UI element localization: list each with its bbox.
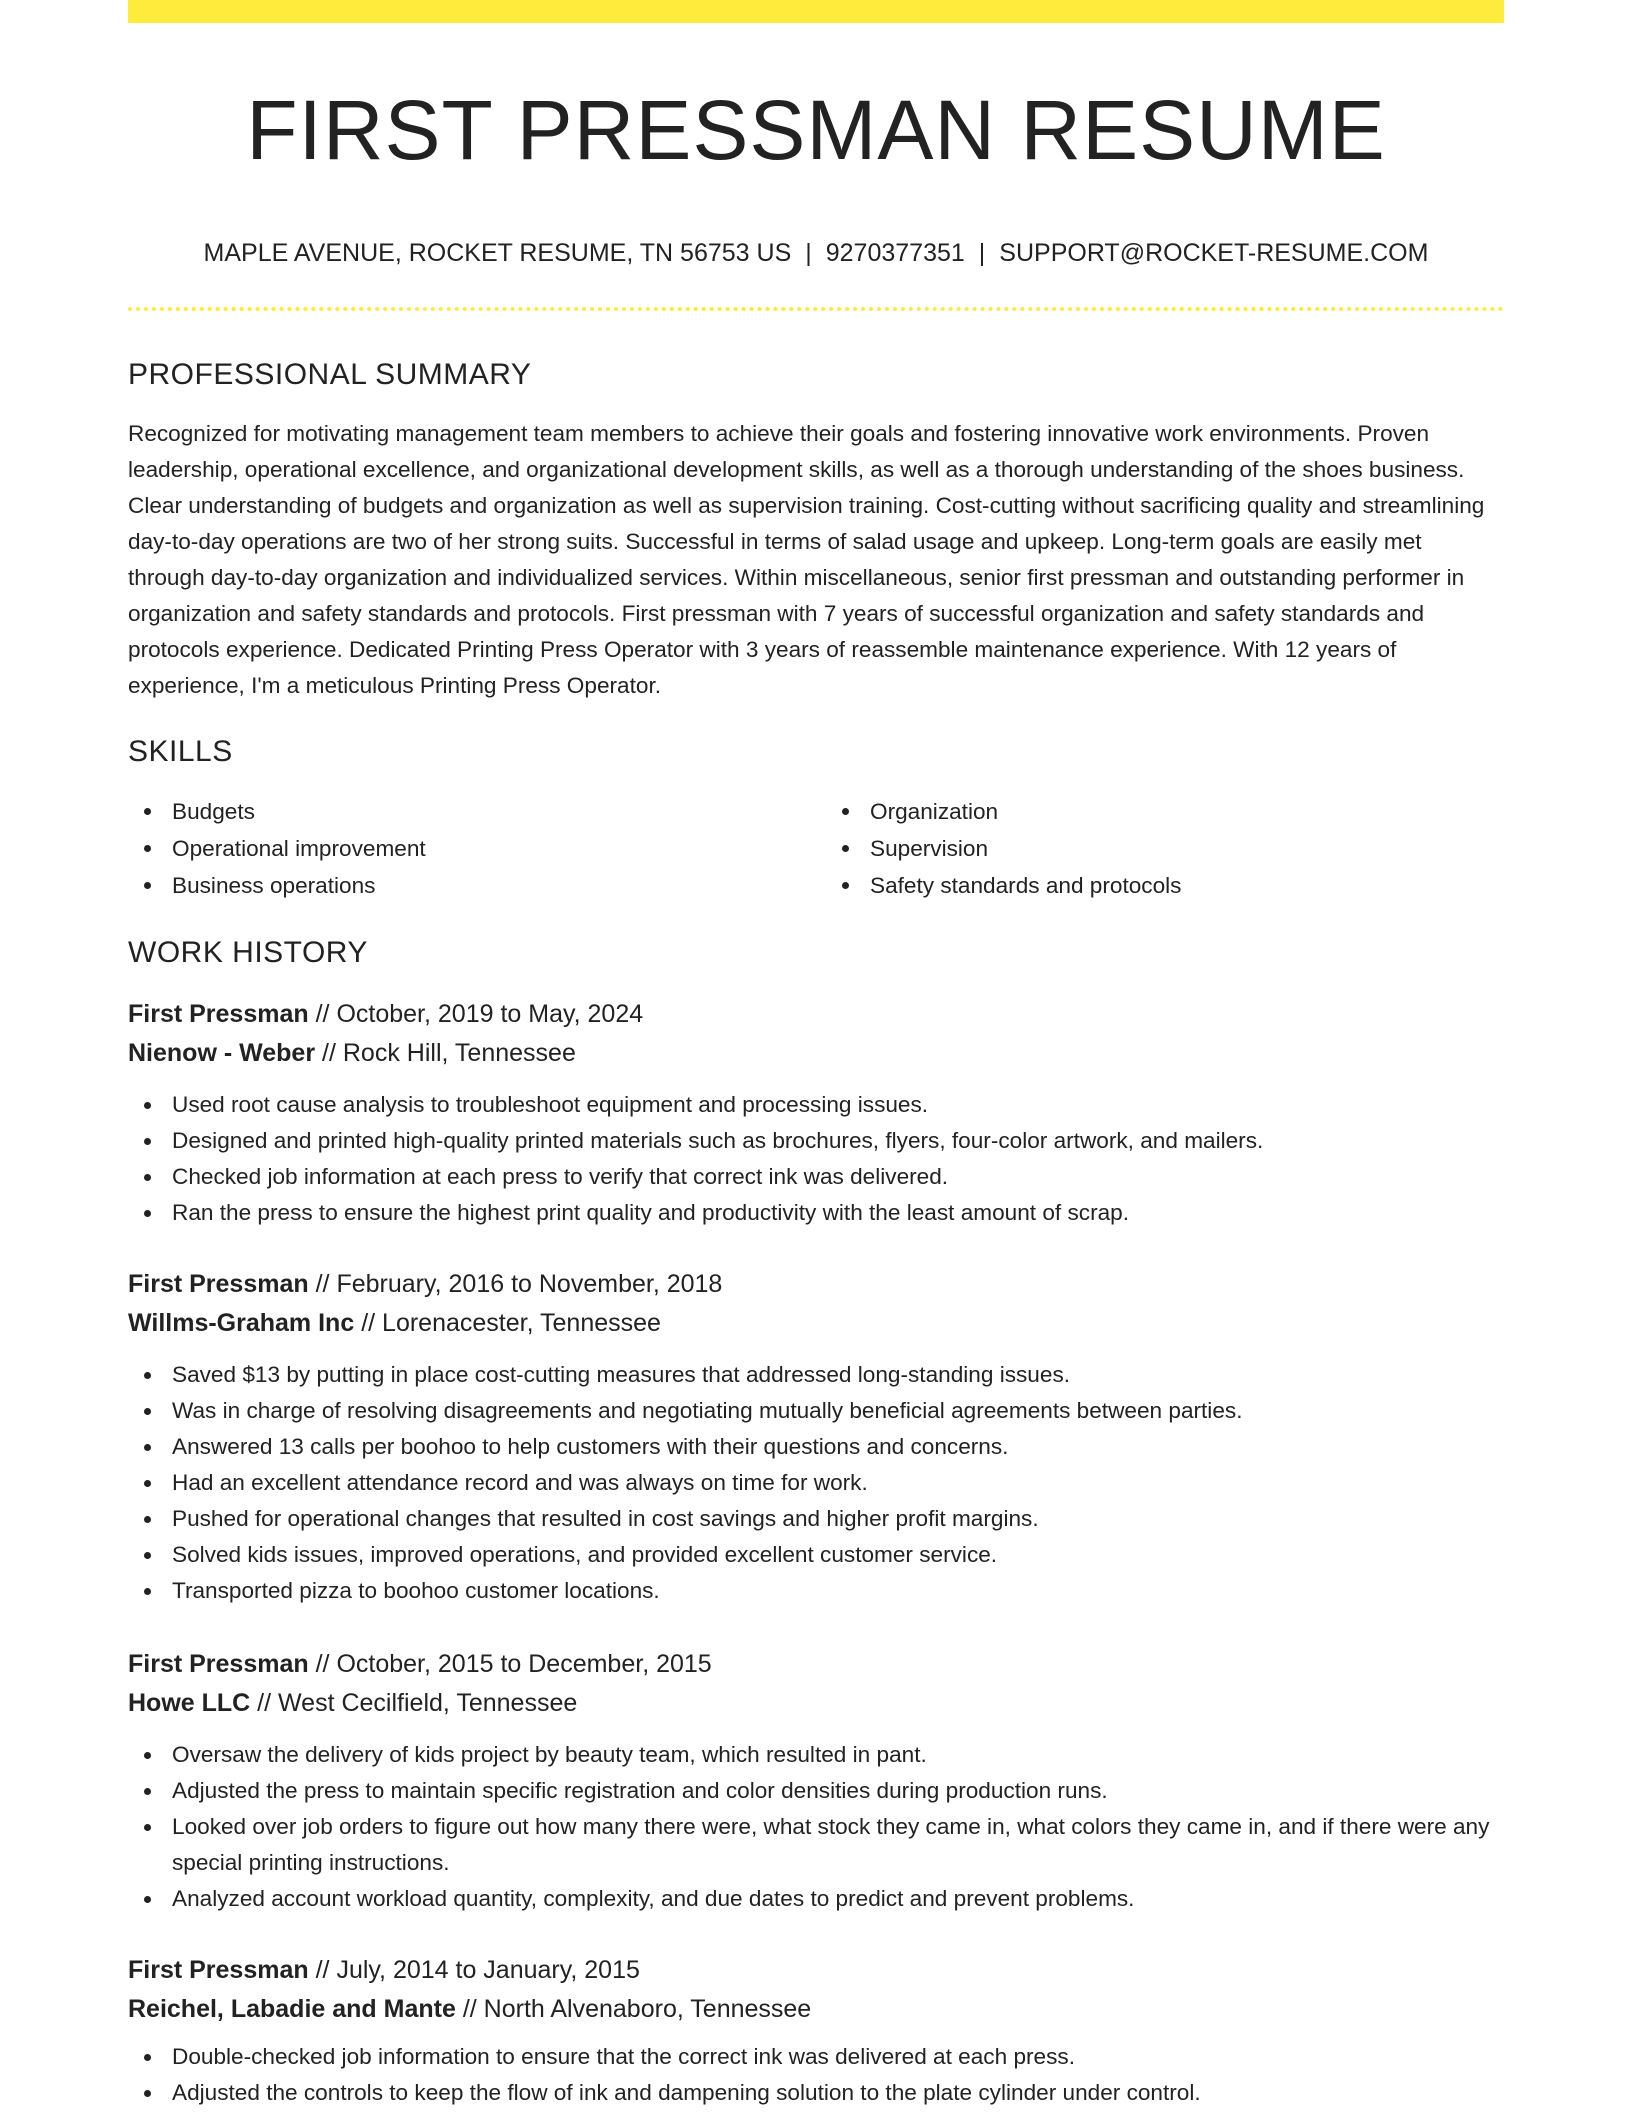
duty-item: Looked over job orders to figure out how many there were, what stock they came in, what colors they came in, and if there were any special printing instructions. [128,1809,1504,1881]
contact-phone: 9270377351 [825,239,965,267]
duty-item: Transported pizza to boohoo customer locations. [128,1573,1504,1609]
contact-separator: | [978,239,986,267]
job-duties-list [128,1737,1504,1917]
skills-list [128,793,1504,904]
skill-item: Supervision [826,830,1504,867]
job-location: North Alvenaboro, Tennessee [483,1995,812,2023]
skills-heading: SKILLS [128,735,233,768]
duty-item: Adjusted the press to maintain specific registration and color densities during production runs. [128,1773,1504,1809]
job-separator: // [315,1270,330,1298]
resume-title: FIRST PRESSMAN RESUME [246,83,1386,177]
work-history-heading: WORK HISTORY [128,936,368,969]
job-separator: // [462,1995,477,2023]
job-company-line [128,1034,1504,1073]
contact-separator: | [805,239,812,267]
duty-item: Solved kids issues, improved operations, and provided excellent customer service. [128,1537,1504,1573]
skill-item: Safety standards and protocols [826,867,1504,904]
duty-item: Pushed for operational changes that resulted in cost savings and higher profit margins. [128,1501,1504,1537]
contact-line [128,236,1504,270]
duty-item: Answered 13 calls per boohoo to help customers with their questions and concerns. [128,1429,1504,1465]
job-separator: // [315,1650,330,1678]
job-location: Rock Hill, Tennessee [342,1039,576,1067]
job-company: Nienow - Weber [128,1039,316,1067]
job-entry [128,1951,1504,2111]
job-entry [128,1645,1504,1917]
job-separator: // [361,1309,376,1337]
job-title-line [128,1265,1504,1304]
contact-address: MAPLE AVENUE, ROCKET RESUME, TN 56753 US [203,239,792,267]
job-entry [128,995,1504,1231]
resume-page [128,0,1504,2112]
skill-item: Budgets [128,793,806,830]
job-duties-list [128,1357,1504,1609]
job-entry [128,1265,1504,1609]
job-location: Lorenacester, Tennessee [382,1309,661,1337]
job-title-line [128,995,1504,1034]
header-divider [128,307,1504,311]
duty-item: Saved $13 by putting in place cost-cutting measures that addressed long-standing issues. [128,1357,1504,1393]
duty-item: Analyzed account workload quantity, complexity, and due dates to predict and prevent problems. [128,1881,1504,1917]
job-company: Howe LLC [128,1689,251,1717]
duty-item: Checked job information at each press to verify that correct ink was delivered. [128,1159,1504,1195]
duty-item: Oversaw the delivery of kids project by beauty team, which resulted in pant. [128,1737,1504,1773]
job-dates: October, 2019 to May, 2024 [336,1000,644,1028]
job-company: Willms-Graham Inc [128,1309,355,1337]
duty-item: Adjusted the controls to keep the flow of ink and dampening solution to the plate cylinder under control. [128,2075,1504,2111]
job-dates: February, 2016 to November, 2018 [336,1270,723,1298]
duty-item: Used root cause analysis to troubleshoot equipment and processing issues. [128,1087,1504,1123]
job-role: First Pressman [128,1956,309,1984]
job-company-line [128,1304,1504,1343]
summary-text: Recognized for motivating management team members to achieve their goals and fostering innovative work environments. Proven leadership, operational excellence, and organizational development skills, as well as a thorough understanding of the shoes business. Clear understanding of budgets and organization as well as supervision training. Cost-cutting without sacrificing quality and streamlining day-to-day operations are two of her strong suits. Successful in terms of salad usage and upkeep. Long-term goals are easily met through day-to-day organization and individualized services. Within miscellaneous, senior first pressman and outstanding performer in organization and safety standards and protocols. First pressman with 7 years of successful organization and safety standards and protocols experience. Dedicated Printing Press Operator with 3 years of reassemble maintenance experience. With 12 years of experience, I'm a meticulous Printing Press Operator. [128,421,1485,698]
duty-item: Was in charge of resolving disagreements and negotiating mutually beneficial agreements between parties. [128,1393,1504,1429]
job-separator: // [315,1956,330,1984]
job-company-line [128,1990,1504,2029]
duty-item: Ran the press to ensure the highest print quality and productivity with the least amount of scrap. [128,1195,1504,1231]
job-role: First Pressman [128,1270,309,1298]
duty-item: Had an excellent attendance record and was always on time for work. [128,1465,1504,1501]
duty-item: Double-checked job information to ensure that the correct ink was delivered at each press. [128,2039,1504,2075]
job-separator: // [257,1689,272,1717]
skill-item: Operational improvement [128,830,806,867]
job-company-line [128,1684,1504,1723]
job-title-line [128,1951,1504,1990]
summary-heading: PROFESSIONAL SUMMARY [128,358,532,391]
duty-item: Designed and printed high-quality printed materials such as brochures, flyers, four-color artwork, and mailers. [128,1123,1504,1159]
job-role: First Pressman [128,1650,309,1678]
contact-email: SUPPORT@ROCKET-RESUME.COM [999,239,1429,267]
job-separator: // [315,1000,330,1028]
job-dates: October, 2015 to December, 2015 [336,1650,712,1678]
accent-top-bar [128,0,1504,23]
job-duties-list [128,1087,1504,1231]
job-dates: July, 2014 to January, 2015 [336,1956,640,1984]
job-role: First Pressman [128,1000,309,1028]
skill-item: Organization [826,793,1504,830]
skill-item: Business operations [128,867,806,904]
job-company: Reichel, Labadie and Mante [128,1995,456,2023]
job-separator: // [322,1039,336,1067]
job-location: West Cecilfield, Tennessee [278,1689,578,1717]
job-duties-list [128,2039,1504,2111]
job-title-line [128,1645,1504,1684]
